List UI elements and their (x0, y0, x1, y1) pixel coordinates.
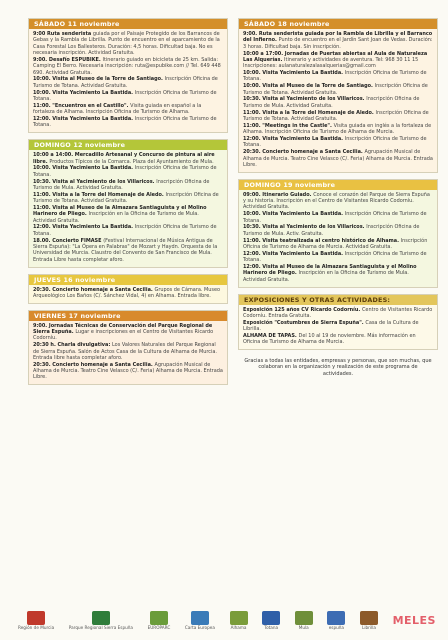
event-entry (33, 57, 223, 76)
sponsor-logos (18, 606, 436, 634)
event-entry (33, 287, 223, 300)
event-title: 20:30 h. Charla divulgativa: (33, 342, 113, 349)
logo-label: Parque Regional Sierra Espuña (68, 624, 133, 630)
event-entry (33, 323, 223, 342)
section-body (29, 285, 227, 303)
event-description: Agrupación Musical de Alhama de Murcia. Teatro Cine Velasco (C/. Feria) Alhama de Murcia. Entrada Libre. (243, 149, 433, 168)
event-description: Inscripción Oficina de Turismo de Totana. (33, 224, 217, 237)
section-heading: DOMINGO 12 noviembre (29, 140, 227, 150)
event-entry (243, 192, 433, 211)
event-description: Agrupación Musical de Alhama de Murcia. Teatro Cine Velasco (C/. Feria) Alhama de Murcia. Entrada Libre. (33, 361, 223, 381)
event-entry (243, 70, 433, 83)
event-entry (33, 165, 223, 178)
logo-label: Librilla (362, 624, 376, 630)
event-description: Inscripción en la Oficina de Turismo de Mula. Actividad Gratuita. (243, 270, 409, 283)
event-title: 10:00 a 14:00. Mercadillo Artesanal y Concurso de pintura al aire libre. (33, 152, 215, 165)
event-description: Del 10 al 19 de noviembre. Más información en Oficina de Turismo de Alhama de Murcia. (243, 332, 416, 346)
espuna-logo (327, 611, 345, 630)
logo-label: Carta Europea (184, 624, 215, 630)
event-title: 10:00. Visita Yacimiento La Bastida. (33, 89, 135, 96)
left-column (28, 18, 228, 391)
event-entry (33, 31, 223, 56)
event-title: 20:30. Concierto homenaje a Santa Cecilia. (33, 361, 155, 368)
event-title: 11:00. Visita a la Torre del Homenaje de Aledo. (243, 109, 376, 116)
section-domingo-12 (28, 139, 228, 267)
event-description: Casa de la Cultura de Librilla. (243, 319, 419, 333)
section-domingo-19 (238, 179, 438, 288)
event-description: Inscripción Oficina de Turismo de Totana. Actividad Gratuita. (243, 83, 428, 96)
event-description: Inscripción Oficina de Turismo de Totana. (243, 250, 427, 264)
logo-mark (327, 611, 345, 625)
logo-label: Región de Murcia (18, 624, 55, 630)
event-description: Centro de Visitantes Ricardo Codorníu. Entrada Gratuita. (243, 306, 433, 319)
event-description: Lugar e inscripciones en el Centro de Visitantes Ricardo Codorníu. (33, 329, 214, 342)
right-column (238, 18, 438, 379)
event-description: Inscripción Oficina de Turismo de Mula. Actividad Gratuita. (243, 96, 420, 109)
event-description: Inscripción Oficina de Turismo de Totana. (243, 136, 427, 149)
event-description: (Festival Internacional de Música Antigua de Sierra Espuña): "La Ópera en Palabras" de Mozart y Haydn. Orquesta de la Universidad de Murcia. Claustro del Convento de San Francisco de Mula. Entrada Libre hasta completar aforo. (33, 237, 218, 263)
event-description: Punto de encuentro en el Jardín Sant Joan de Vedas. Duración: 3 horas. Dificultad baja. Sin inscripción. (243, 37, 433, 50)
section-body (239, 29, 437, 172)
event-title: 10:00. Visita al Museo de la Torre de Santiago. (33, 76, 165, 83)
section-sabado-11 (28, 18, 228, 133)
event-title: 11:00. "Meetings in the Castle". (243, 122, 334, 129)
section-heading: SÁBADO 18 noviembre (239, 19, 437, 29)
section-body (29, 321, 227, 385)
event-description: Itinerario y actividades de aventura. Tel: 968 30 11 15 Inscripciones: aulanaturalezalasalquerias@gmail.com (243, 56, 419, 70)
event-entry (33, 192, 223, 205)
event-entry (33, 76, 223, 89)
meles-wordmark: MELES (392, 613, 436, 627)
event-entry (243, 307, 433, 320)
event-description: Grupos de Cámara. Museo Arqueológico Los Baños (C/. Sánchez Vidal, 4) en Alhama. Entrada libre. (33, 286, 221, 299)
event-description: guiada por el Paisaje Protegido de los Barrancos de Gebas y la Rambla de Librilla. Punto de encuentro en el aparcamiento de la Casa Forestal Los Ballesteros. Duración: 4,5 horas. Dificultad baja. No es necesaria inscripción. Actividad Gratuita. (33, 31, 220, 57)
meles-logo (393, 614, 436, 627)
event-title: 10:30. Visita al Yacimiento de los Villaricos. (243, 96, 367, 103)
event-title: 12:00. Visita al Museo de la Almazara Santiaguista y el Molino Harinero de Pliego. (243, 264, 417, 277)
event-description: Inscripción Oficina de Turismo de Totana. (243, 211, 427, 224)
region-murcia-logo (18, 611, 54, 630)
event-entry (33, 90, 223, 103)
event-entry (243, 238, 433, 251)
event-description: Itinerario guiado en bicicleta de 25 km. Salida: Camping El Berro. Necesaria inscripción: ruta@espubike.com // Tel. 649 448 690. Actividad Gratuita. (33, 56, 221, 76)
event-entry (243, 149, 433, 168)
event-entry (243, 224, 433, 237)
section-sabado-18 (238, 18, 438, 173)
event-entry (33, 116, 223, 129)
logo-mark (92, 611, 110, 625)
logo-mark (360, 611, 378, 625)
logo-label: Totana (264, 624, 279, 630)
event-title: 11:00. Visita a la Torre del Homenaje de Aledo. (33, 191, 166, 198)
event-entry (33, 342, 223, 361)
event-entry (243, 83, 433, 96)
event-entry (33, 362, 223, 381)
event-entry (243, 136, 433, 149)
event-title: 12:00. Visita Yacimiento La Bastida. (243, 250, 345, 257)
event-description: Inscripción Oficina de Turismo de Totana. Actividad Gratuita. (33, 191, 219, 205)
event-description: Los Valores Naturales del Parque Regional de Sierra Espuña. Salón de Actos Casa de la Cultura de Alhama de Murcia. Entrada libre hasta completar aforo. (33, 342, 217, 361)
mula-logo (295, 611, 313, 630)
event-description: Visita guiada en español a la fortaleza de Alhama. Inscripción Oficina de Turismo de Alhama. (33, 102, 202, 116)
event-title: 10:30. Visita al Yacimiento de los Villaricos. (33, 178, 157, 185)
logo-mark (230, 611, 248, 625)
event-title: 10:00. Visita Yacimiento La Bastida. (243, 70, 345, 77)
event-description: Inscripción Oficina de Turismo de Totana. (33, 165, 217, 178)
event-entry (33, 238, 223, 263)
event-title: ALHAMA DE TAPAS. (243, 332, 299, 339)
event-description: Inscripción Oficina de Turismo de Totana. (33, 89, 217, 102)
event-title: 12:00. Visita Yacimiento La Bastida. (33, 224, 135, 231)
logo-label: EUROPARC (147, 624, 171, 630)
section-heading: DOMINGO 19 noviembre (239, 180, 437, 190)
closing-note: Gracias a todas las entidades, empresas y personas, que son muchas, que colaboran en la organización y realización de este programa de actividades. (244, 358, 432, 377)
logo-mark (150, 611, 168, 625)
event-title: 10:00. Visita al Museo de la Torre de Santiago. (243, 83, 375, 90)
event-title: Exposición "Costumbres de Sierra Espuña". (243, 319, 366, 326)
event-title: 10:00. Visita Yacimiento La Bastida. (243, 211, 345, 218)
logo-label: Alhama (230, 624, 247, 630)
event-title: 11:00. Visita al Museo de la Almazara Santiaguista y el Molino Harinero de Pliego. (33, 204, 207, 218)
section-heading: SÁBADO 11 noviembre (29, 19, 227, 29)
logo-label: espuña (328, 624, 344, 630)
event-title: 09:00. Itinerario Guiado. (243, 191, 314, 198)
event-entry (243, 251, 433, 264)
section-jueves-16 (28, 274, 228, 304)
event-description: Inscripción Oficina de Turismo de Mula. Actividad Gratuita. (33, 178, 210, 191)
section-body (29, 150, 227, 266)
section-body (239, 305, 437, 350)
event-entry (243, 96, 433, 109)
event-title: Exposición 125 años CV Ricardo Codorníu. (243, 306, 362, 313)
alhama-logo (230, 611, 248, 630)
event-title: 11:00. Visita teatralizada al centro histórico de Alhama. (243, 237, 401, 244)
event-title: 12:00. Visita Yacimiento La Bastida. (33, 115, 135, 122)
logo-mark (295, 611, 313, 625)
event-description: Inscripción Oficina de Turismo de Mula. Activ. Gratuita. (243, 224, 420, 237)
event-entry (243, 123, 433, 136)
event-entry (243, 211, 433, 224)
event-entry (243, 31, 433, 50)
section-heading: VIERNES 17 noviembre (29, 311, 227, 321)
event-description: Inscripción Oficina de Turismo de Totana. (33, 115, 217, 129)
event-description: Inscripción Oficina de Turismo de Totana. Actividad Gratuita. (243, 109, 429, 122)
event-description: Inscripción en la Oficina de Turismo de Mula. Actividad Gratuita. (33, 211, 199, 224)
section-heading: JUEVES 16 noviembre (29, 275, 227, 285)
event-title: 10:30. Visita al Yacimiento de los Villaricos. (243, 224, 367, 231)
event-title: 9:00. Ruta senderista guiada por la Rambla de Librilla y el Barranco del Infierno. (243, 31, 433, 44)
event-entry (243, 320, 433, 333)
event-title: 9:00. Jornadas Técnicas de Conservación del Parque Regional de Sierra Espuña. (33, 322, 213, 336)
totana-logo (262, 611, 280, 630)
section-viernes-17 (28, 310, 228, 386)
section-heading: EXPOSICIONES Y OTRAS ACTIVIDADES: (239, 295, 437, 305)
event-description: Inscripción Oficina de Turismo de Alhama de Murcia. Actividad Gratuita. (243, 237, 428, 250)
section-body (239, 190, 437, 287)
event-entry (33, 103, 223, 116)
event-description: Productos Típicos de la Comarca. Plaza del Ayuntamiento de Mula. (49, 158, 214, 165)
event-entry (33, 179, 223, 192)
event-entry (33, 152, 223, 165)
carta-europea-logo (185, 611, 215, 630)
event-title: 18.00. Concierto FIMASE (33, 237, 104, 244)
event-description: Visita guiada en inglés a la fortaleza de Alhama. Inscripción Oficina de Turismo de Alhama de Murcia. (243, 122, 432, 136)
logo-mark (27, 611, 45, 625)
event-title: 9:00. Desafío ESPUBIKE. (33, 56, 103, 63)
event-title: 12:00. Visita Yacimiento La Bastida. (243, 136, 345, 142)
section-exposiciones (238, 294, 438, 351)
event-title: 10:00 a 17:00. Jornadas de Puertas abiertas al Aula de Naturaleza Las Alquerías. (243, 50, 428, 63)
section-body (29, 29, 227, 132)
logo-mark (262, 611, 280, 625)
event-description: Conoce el corazón del Parque de Sierra Espuña y su historia. Inscripción en el Centro de Visitantes Ricardo Codorníu. Actividad Gratuita. (243, 191, 430, 211)
event-title: 20:30. Concierto homenaje a Santa Cecilia. (243, 149, 365, 156)
librilla-logo (360, 611, 378, 630)
event-description: Inscripción Oficina de Turismo de Totana. (243, 70, 427, 83)
event-entry (33, 205, 223, 224)
event-title: 9:00 Ruta senderista (33, 31, 93, 37)
logo-label: Mula (298, 624, 309, 630)
event-description: Inscripción Oficina de Turismo de Totana. Actividad Gratuita. (33, 76, 218, 89)
sierra-espuna-logo (69, 611, 133, 630)
event-entry (243, 110, 433, 123)
event-entry (33, 224, 223, 237)
event-entry (243, 264, 433, 283)
event-title: 11:00. "Encuentros en el Castillo". (33, 102, 131, 109)
event-entry (243, 51, 433, 70)
event-title: 20:30. Concierto homenaje a Santa Cecilia. (33, 286, 155, 293)
logo-mark (191, 611, 209, 625)
event-title: 10:00. Visita Yacimiento La Bastida. (33, 165, 135, 172)
europarc-logo (148, 611, 171, 630)
event-entry (243, 333, 433, 346)
